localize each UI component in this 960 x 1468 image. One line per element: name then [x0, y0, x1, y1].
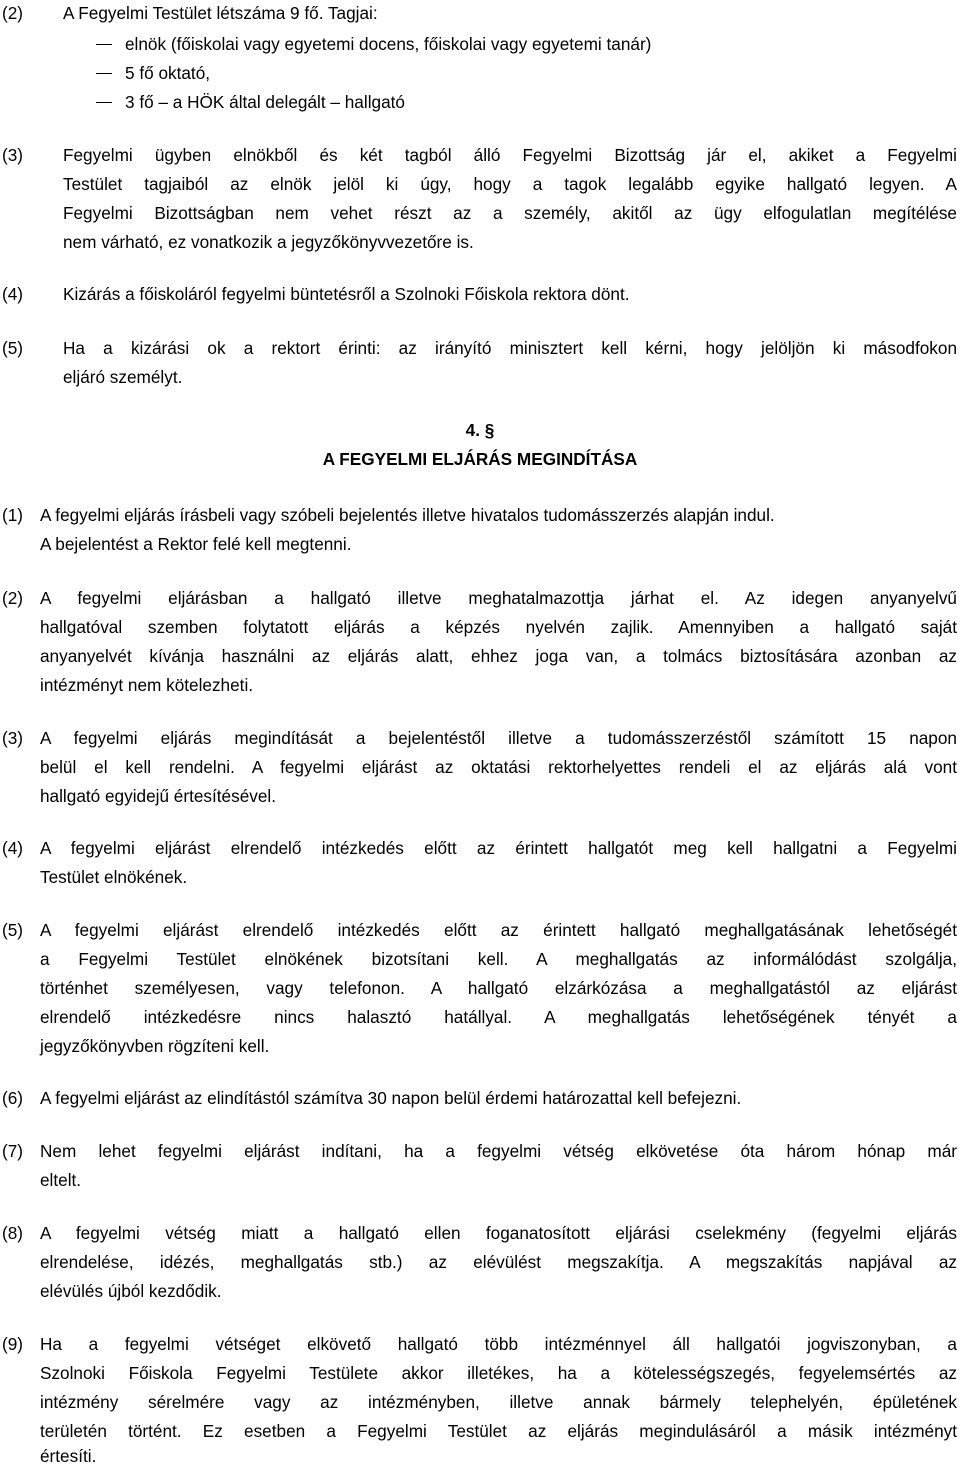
paragraph-line: Nem lehet fegyelmi eljárást indítani, ha a fegyelmi vétség elkövetése óta három hónap már [40, 1141, 957, 1161]
list-item: elnök (főiskolai vagy egyetemi docens, főiskolai vagy egyetemi tanár) [125, 34, 652, 54]
paragraph-line: történhet személyesen, vagy telefonon. A hallgató elzárkózása a meghallgatástól az eljárást [40, 978, 957, 998]
paragraph-line: A fegyelmi eljárás megindítását a bejelentéstől illetve a tudomásszerzéstől számított 15 napon [40, 728, 957, 748]
paragraph-text: A Fegyelmi Testület létszáma 9 fő. Tagjai: [63, 3, 378, 23]
paragraph-line: értesíti. [40, 1446, 97, 1466]
paragraph-line: Ha a fegyelmi vétséget elkövető hallgató több intézménnyel áll hallgatói jogviszonyban, a [40, 1334, 957, 1354]
paragraph-number: (3) [2, 728, 24, 748]
paragraph-number: (2) [2, 3, 24, 23]
paragraph-line: a Fegyelmi Testület elnökének bizotsítani kell. A meghallgatás az informálódást szolgálja, [40, 949, 957, 969]
paragraph-line: Fegyelmi ügyben elnökből és két tagból álló Fegyelmi Bizottság jár el, akiket a Fegyelmi [63, 145, 957, 165]
paragraph-line: A fegyelmi eljárást elrendelő intézkedés előtt az érintett hallgató meghallgatásának lehetőségét [40, 920, 957, 940]
paragraph-number: (7) [2, 1141, 24, 1161]
paragraph-line: intézményt nem kötelezheti. [40, 675, 254, 695]
paragraph-number: (4) [2, 838, 24, 858]
paragraph-line: eltelt. [40, 1170, 82, 1190]
paragraph-number: (3) [2, 145, 24, 165]
paragraph-line: hallgatóval szemben folytatott eljárás a képzés nyelvén zajlik. Amennyiben a hallgató saját [40, 617, 957, 637]
paragraph-number: (9) [2, 1334, 24, 1354]
paragraph-line: intézmény sérelmére vagy az intézményben, illetve annak bármely telephelyén, épületének [40, 1392, 957, 1412]
paragraph-number: (6) [2, 1088, 24, 1108]
section-number: 4. § [465, 420, 495, 440]
paragraph-line: nem várható, ez vonatkozik a jegyzőkönyvvezetőre is. [63, 232, 474, 252]
paragraph-line: elévülés újból kezdődik. [40, 1281, 222, 1301]
paragraph-line: Fegyelmi Bizottságban nem vehet részt az a személy, akitől az ügy elfogulatlan megítélése [63, 203, 957, 223]
list-dash [96, 73, 112, 74]
paragraph-line: anyanyelvét kívánja használni az eljárás alatt, ehhez joga van, a tolmács biztosítására azonban az [40, 646, 957, 666]
paragraph-line: A bejelentést a Rektor felé kell megtenni. [40, 534, 352, 554]
list-item: 3 fő – a HÖK által delegált – hallgató [125, 92, 405, 112]
paragraph-line: Testület tagjaiból az elnök jelöl ki úgy, hogy a tagok legalább egyike hallgató legyen. A [63, 174, 957, 194]
paragraph-line: A fegyelmi eljárást elrendelő intézkedés előtt az érintett hallgatót meg kell hallgatni a Fegyelmi [40, 838, 957, 858]
paragraph-line: hallgató egyidejű értesítésével. [40, 786, 277, 806]
paragraph-line: belül el kell rendelni. A fegyelmi eljárást az oktatási rektorhelyettes rendeli el az eljárás alá vont [40, 757, 957, 777]
paragraph-line: Ha a kizárási ok a rektort érinti: az irányító minisztert kell kérni, hogy jelöljön ki másodfokon [63, 338, 957, 358]
paragraph-line: Testület elnökének. [40, 867, 188, 887]
paragraph-text: Kizárás a főiskoláról fegyelmi büntetésről a Szolnoki Főiskola rektora dönt. [63, 284, 630, 304]
paragraph-number: (5) [2, 338, 24, 358]
paragraph-line: Szolnoki Főiskola Fegyelmi Testülete akkor illetékes, ha a kötelességszegés, fegyelemsértés az [40, 1363, 957, 1383]
paragraph-line: területén történt. Ez esetben a Fegyelmi Testület az eljárás megindulásáról a másik intézményt [40, 1421, 957, 1441]
paragraph-number: (5) [2, 920, 24, 940]
paragraph-line: jegyzőkönyvben rögzíteni kell. [40, 1036, 270, 1056]
paragraph-line: elrendelése, idézés, meghallgatás stb.) az elévülést megszakítja. A megszakítás napjával az [40, 1252, 957, 1272]
paragraph-line: A fegyelmi eljárás írásbeli vagy szóbeli bejelentés illetve hivatalos tudomásszerzés alapján indul. [40, 505, 775, 525]
paragraph-number: (1) [2, 505, 24, 525]
paragraph-line: A fegyelmi vétség miatt a hallgató ellen foganatosított eljárási cselekmény (fegyelmi eljárás [40, 1223, 957, 1243]
paragraph-line: elrendelő intézkedésre nincs halasztó hatállyal. A meghallgatás lehetőségének tényét a [40, 1007, 957, 1027]
paragraph-number: (2) [2, 588, 24, 608]
list-item: 5 fő oktató, [125, 63, 211, 83]
paragraph-number: (4) [2, 284, 24, 304]
paragraph-line: A fegyelmi eljárásban a hallgató illetve meghatalmazottja járhat el. Az idegen anyanyelvű [40, 588, 957, 608]
paragraph-number: (8) [2, 1223, 24, 1243]
paragraph-line: eljáró személyt. [63, 367, 183, 387]
list-dash [96, 44, 112, 45]
section-title: A FEGYELMI ELJÁRÁS MEGINDÍTÁSA [322, 449, 638, 469]
paragraph-line: A fegyelmi eljárást az elindítástól számítva 30 napon belül érdemi határozattal kell befejezni. [40, 1088, 742, 1108]
list-dash [96, 102, 112, 103]
